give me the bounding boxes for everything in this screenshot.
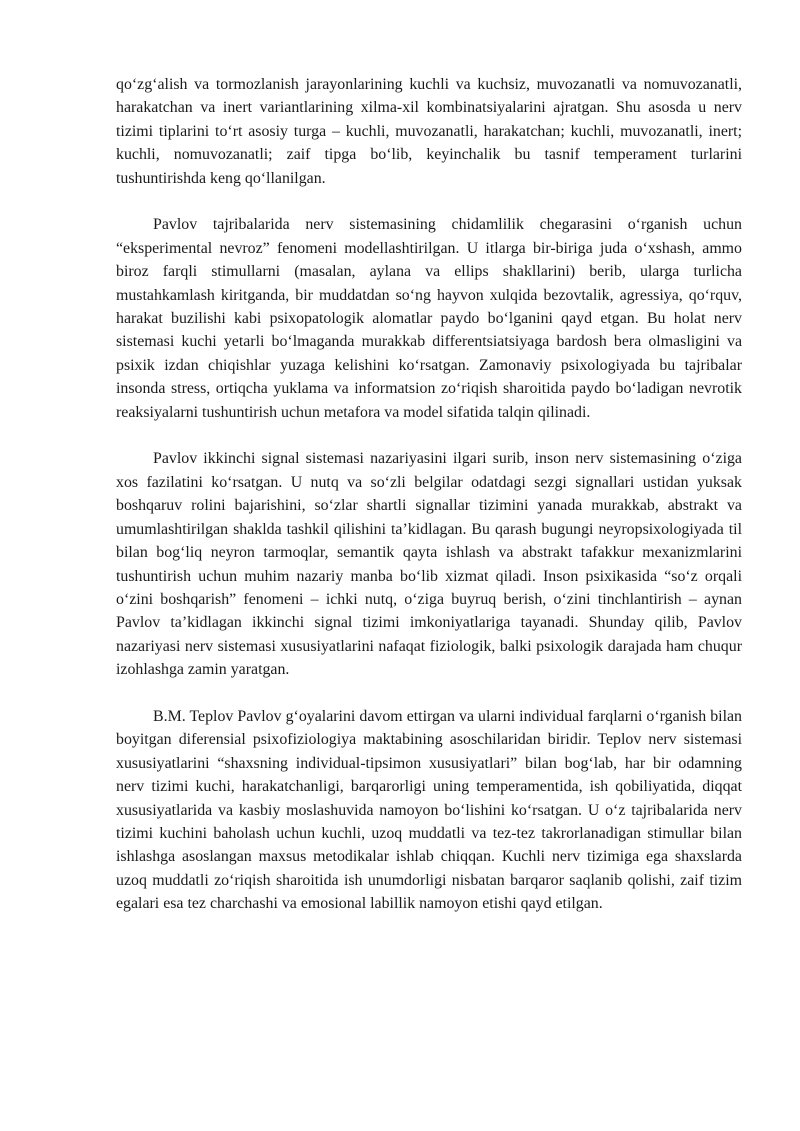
paragraph-second-signal-system: Pavlov ikkinchi signal sistemasi nazariyasini ilgari surib, inson nerv sistemasining o‘ziga xos fazilatini ko‘rsatgan. U nutq va so‘zli belgilar odatdagi sezgi signallari ustidan yuksak boshqaruv rolini bajarishini, so‘zlar shartli signallar tizimini yanada murakkab, abstrakt va umumlashtirilgan shaklda tashkil qilishini ta’kidlagan. Bu qarash bugungi neyropsixologiyada til bilan bog‘liq neyron tarmoqlar, semantik qayta ishlash va abstrakt tafakkur mexanizmlarini tushuntirish uchun muhim nazariy manba bo‘lib xizmat qiladi. Inson psixikasida “so‘z orqali o‘zini boshqarish” fenomeni – ichki nutq, o‘ziga buyruq berish, o‘zini tinchlantirish – aynan Pavlov ta’kidlagan ikkinchi signal tizimi imkoniyatlariga tayanadi. Shunday qilib, Pavlov nazariyasi nerv sistemasi xususiyatlarini nafaqat fiziologik, balki psixologik darajada ham chuqur izohlashga zamin yaratgan. — [116, 450, 742, 679]
document-page — [116, 73, 742, 939]
paragraph-experimental-neurosis: Pavlov tajribalarida nerv sistemasining chidamlilik chegarasini o‘rganish uchun “eksperimental nevroz” fenomeni modellashtirilgan. U itlarga bir-biriga juda o‘xshash, ammo biroz farqli stimullarni (masalan, aylana va ellips shakllarini) berib, ularga turlicha mustahkamlash kiritganda, bir muddatdan so‘ng hayvon xulqida bezovtalik, agressiya, qo‘rquv, harakat buzilishi kabi psixopatologik alomatlar paydo bo‘lganini qayd etgan. Bu holat nerv sistemasi kuchi yetarli bo‘lmaganda murakkab differentsiatsiyaga bardosh bera olmasligini va psixik izdan chiqishlar yuzaga kelishini ko‘rsatgan. Zamonaviy psixologiyada bu tajribalar insonda stress, ortiqcha yuklama va informatsion zo‘riqish sharoitida paydo bo‘ladigan nevrotik reaksiyalarni tushuntirish uchun metafora va model sifatida talqin qilinadi. — [116, 216, 742, 421]
paragraph-continuation: qo‘zg‘alish va tormozlanish jarayonlarining kuchli va kuchsiz, muvozanatli va nomuvozanatli, harakatchan va inert variantlarining xilma-xil kombinatsiyalarini ajratgan. Shu asosda u nerv tizimi tiplarini to‘rt asosiy turga – kuchli, muvozanatli, harakatchan; kuchli, muvozanatli, inert; kuchli, nomuvozanatli; zaif tipga bo‘lib, keyinchalik bu tasnif temperament turlarini tushuntirishda keng qo‘llanilgan. — [116, 76, 742, 187]
paragraph-teplov: B.M. Teplov Pavlov g‘oyalarini davom ettirgan va ularni individual farqlarni o‘rganish bilan boyitgan diferensial psixofiziologiya maktabining asoschilaridan biridir. Teplov nerv sistemasi xususiyatlarini “shaxsning individual-tipsimon xususiyatlari” bilan bog‘lab, har bir odamning nerv tizimi kuchi, harakatchanligi, barqarorligi uning temperamentida, ish qobiliyatida, diqqat xususiyatlarida va kasbiy moslashuvida namoyon bo‘lishini ko‘rsatgan. U o‘z tajribalarida nerv tizimi kuchini baholash uchun kuchli, uzoq muddatli va tez-tez takrorlanadigan stimullar bilan ishlashga asoslangan maxsus metodikalar ishlab chiqqan. Kuchli nerv tizimiga ega shaxslarda uzoq muddatli zo‘riqish sharoitida ish unumdorligi nisbatan barqaror saqlanib qolishi, zaif tizim egalari esa tez charchashi va emosional labillik namoyon etishi qayd etilgan. — [116, 707, 742, 913]
